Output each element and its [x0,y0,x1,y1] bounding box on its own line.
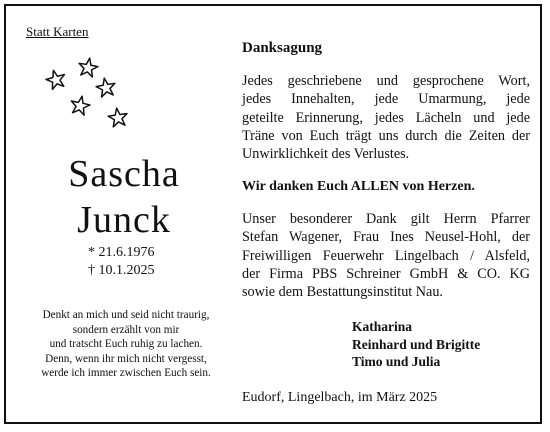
thanks-paragraph [242,72,530,163]
family-member: Katharina [352,319,413,334]
text-line: jedes Innehalten, jede Umarmung, jede [242,91,530,108]
deceased-last-name: Junck [77,199,171,241]
thanks-emphasis: Wir danken Euch ALLEN von Herzen. [242,179,475,194]
text-line: Träne von Euch trägt uns durch die Zeiten der [242,127,530,144]
poem [6,308,246,381]
family-signatures [352,318,480,371]
life-dates [88,244,155,280]
header-label: Statt Karten [26,24,89,39]
text-line: Jedes geschriebene und gesprochene Wort, [242,73,530,89]
family-member: Reinhard und Brigitte [352,336,481,352]
memorial-column [6,6,236,422]
place-and-date: Eudorf, Lingelbach, im März 2025 [242,390,438,405]
deceased-first-name: Sascha [68,153,180,195]
poem-line: und tratscht Euch ruhig zu lachen. [49,338,203,350]
family-member: Timo und Julia [352,354,441,369]
text-line: sowie dem Bestattungsinstitut Nau. [242,284,443,301]
stars-decoration [38,52,138,132]
poem-line: werde ich immer zwischen Euch sein. [41,367,211,379]
star-outline-icon [69,94,91,116]
text-line: geteilte Erinnerung, jedes Lächeln und jede [242,109,530,126]
birth-date: * 21.6.1976 [88,245,155,260]
poem-line: Denn, wenn ihr mich nicht vergesst, [45,352,207,365]
thanks-column [242,6,536,422]
text-line: Unwirklichkeit des Verlustes. [242,146,410,163]
text-line: der Firma PBS Schreiner GmbH & CO. KG [242,265,530,282]
poem-line: sondern erzählt von mir [72,323,180,336]
star-outline-icon [44,68,67,90]
star-outline-icon [77,57,99,78]
death-date: † 10.1.2025 [88,263,155,278]
thanks-heading: Danksagung [242,40,323,56]
text-line: Unser besonderer Dank gilt Herrn Pfarrer [242,211,530,227]
star-outline-icon [95,77,117,98]
poem-line: Denkt an mich und seid nicht traurig, [42,309,210,321]
obituary-notice [4,4,542,424]
text-line: Freiwilligen Feuerwehr Lingelbach / Alsfeld, [242,247,530,264]
stars-graphic [38,52,138,132]
star-outline-icon [107,107,128,128]
text-line: Stefan Wagener, Frau Ines Neusel-Hohl, der [242,229,530,246]
special-thanks-paragraph [242,210,530,301]
